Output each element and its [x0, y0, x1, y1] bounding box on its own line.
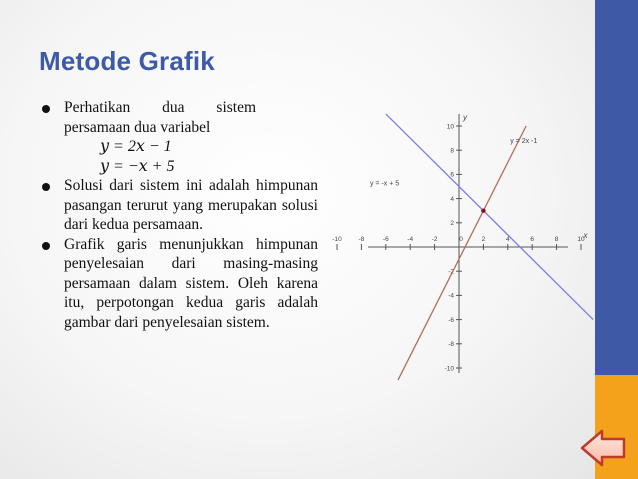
bullet-3-text: Grafik garis menunjukkan himpunan penyelesaian dari masing-masing persamaan dalam sistem. Oleh karena itu, perpotongan kedua garis adalah gambar dari penyelesaian sistem.: [64, 235, 318, 331]
y-tick-label: -10: [444, 365, 454, 373]
y-tick-label: -8: [448, 341, 454, 349]
series-line-1: [398, 126, 526, 380]
equation-2: 𝑦 = −𝑥 + 5: [100, 157, 175, 175]
x-tick-label: -6: [382, 236, 389, 243]
intersection-point: [481, 209, 485, 213]
left-arrow-icon: [580, 425, 626, 471]
bullet-dot-icon: [42, 242, 50, 250]
bullet-dot-icon: [42, 105, 50, 113]
x-axis-label: x: [583, 231, 588, 240]
bullet-dot-icon: [42, 183, 50, 191]
y-tick-label: 2: [450, 220, 454, 228]
y-tick-label: 8: [450, 147, 454, 155]
series-line-2: [386, 114, 593, 320]
side-accent-bar: [595, 0, 638, 479]
y-tick-label: -6: [448, 316, 454, 324]
bullet-1-line-b: persamaan dua variabel: [64, 118, 211, 136]
bullet-item-2: [42, 176, 318, 235]
bullet-item-1: [42, 98, 318, 137]
x-tick-label: -2: [431, 236, 438, 243]
x-tick-label: -10: [332, 236, 342, 243]
y-tick-label: 10: [446, 123, 454, 131]
bullet-item-3: [42, 235, 318, 333]
y-tick-label: 6: [450, 171, 454, 179]
bullet-2-text: Solusi dari sistem ini adalah himpunan pasangan terurut yang merupakan solusi dari kedua persamaan.: [64, 177, 318, 233]
x-tick-label: 4: [505, 236, 510, 243]
x-tick-label: -8: [358, 236, 365, 243]
bullet-list: [42, 98, 318, 332]
equation-1: 𝑦 = 2𝑥 − 1: [100, 138, 172, 155]
y-tick-label: -4: [448, 292, 454, 300]
y-tick-label: 4: [450, 195, 454, 203]
series-label-1: y = 2x -1: [510, 137, 538, 145]
back-button[interactable]: [580, 425, 626, 471]
slide-title: Metode Grafik: [39, 46, 215, 76]
x-tick-label: 6: [530, 236, 535, 243]
bullet-1-line-a: Perhatikan dua sistem: [64, 99, 257, 116]
y-axis-label: y: [463, 113, 467, 122]
series-label-2: y = -x + 5: [369, 180, 400, 188]
x-tick-label: -4: [407, 236, 414, 243]
x-tick-label: 2: [481, 236, 486, 243]
x-tick-label: 0: [459, 236, 463, 243]
x-tick-label: 8: [554, 236, 559, 243]
line-graph: [332, 108, 588, 379]
x-tick-label: 10: [577, 236, 585, 243]
line-graph-svg: [332, 108, 588, 379]
y-tick-label: -2: [448, 268, 454, 276]
